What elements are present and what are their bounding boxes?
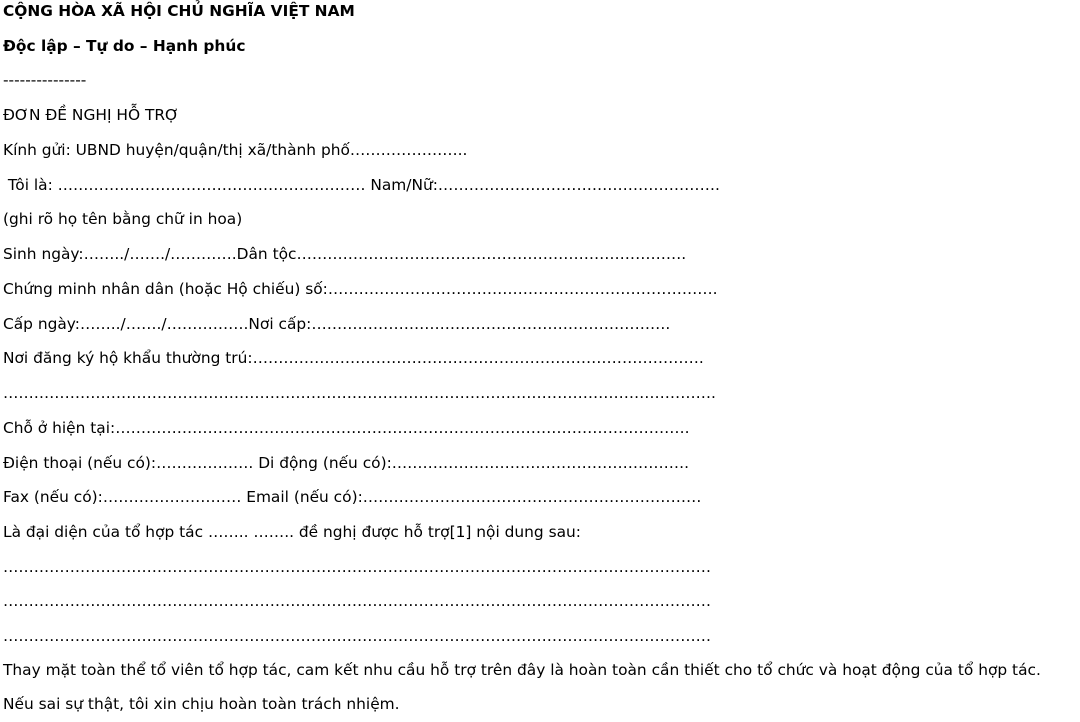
name-gender-line: Tôi là: …………………………………………………… Nam/Nữ:………………………………………………. <box>3 176 720 194</box>
national-motto: Độc lập – Tự do – Hạnh phúc <box>3 37 246 55</box>
commitment-statement: Thay mặt toàn thể tổ viên tổ hợp tác, cam kết nhu cầu hỗ trợ trên đây là hoàn toàn cần thiết cho tổ chức và hoạt động của tổ hợp tác. <box>3 661 1041 679</box>
household-registration-line: Nơi đăng ký hộ khẩu thường trú:……………………………………………………………………………. <box>3 349 704 367</box>
name-instruction-note: (ghi rõ họ tên bằng chữ in hoa) <box>3 210 243 228</box>
issue-date-place-line: Cấp ngày:……../……./…………….Nơi cấp:……………………………………………………………. <box>3 315 671 333</box>
header-separator: --------------- <box>3 71 87 89</box>
household-continuation-line: …………………………………………………………………………………………………………………………. <box>3 384 716 402</box>
content-fill-line: ………………………………………………………………………………………………………………………… <box>3 592 711 610</box>
country-name-heading: CỘNG HÒA XÃ HỘI CHỦ NGHĨA VIỆT NAM <box>3 2 355 20</box>
content-fill-line: ………………………………………………………………………………………………………………………… <box>3 558 711 576</box>
responsibility-statement: Nếu sai sự thật, tôi xin chịu hoàn toàn trách nhiệm. <box>3 695 400 713</box>
current-residence-line: Chỗ ở hiện tại:…………………………………………………………………………………………………. <box>3 419 690 437</box>
recipient-line: Kính gửi: UBND huyện/quận/thị xã/thành phố………………….. <box>3 141 468 159</box>
representative-request-line: Là đại diện của tổ hợp tác …….. …….. đề nghị được hỗ trợ[1] nội dung sau: <box>3 523 581 541</box>
content-fill-line: ………………………………………………………………………………………………………………………… <box>3 627 711 645</box>
fax-email-line: Fax (nếu có):……………………… Email (nếu có):………………………………………………………… <box>3 488 702 506</box>
birth-ethnicity-line: Sinh ngày:……../……./………….Dân tộc…………………………………………………………………. <box>3 245 687 263</box>
id-number-line: Chứng minh nhân dân (hoặc Hộ chiếu) số:…………………………………………………………………. <box>3 280 718 298</box>
phone-mobile-line: Điện thoại (nếu có):………………. Di động (nếu có):…………………………………………………. <box>3 454 690 472</box>
form-title: ĐƠN ĐỀ NGHỊ HỖ TRỢ <box>3 106 180 124</box>
